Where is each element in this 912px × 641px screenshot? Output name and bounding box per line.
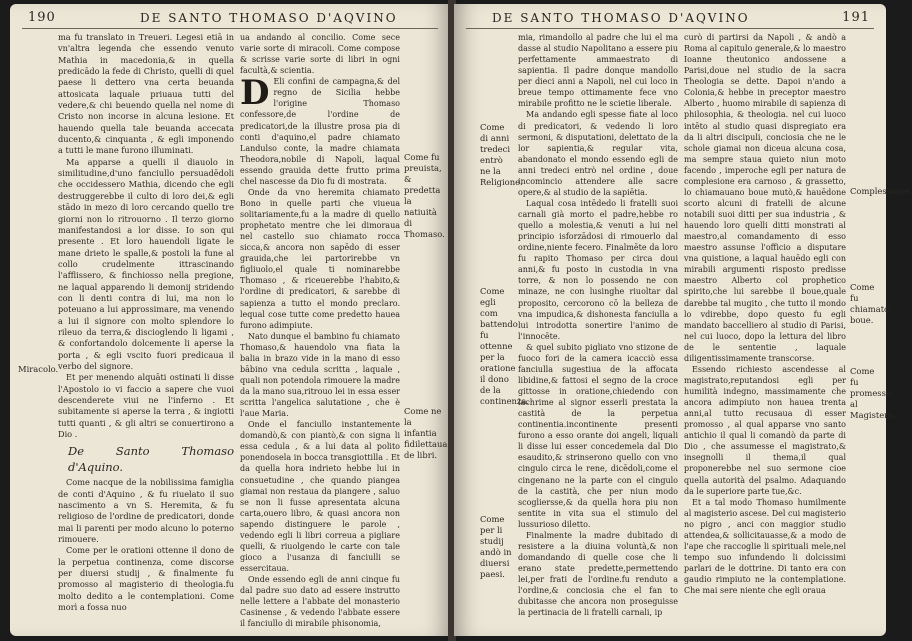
paragraph: Essendo richiesto ascendesse al magistrato,reputandosi egli per humilità indegno, massimamente che ancora adimpiuto non hauea trenta anni,al tutto recusaua di esser promosso , al qual apparse vno santo antichio il qual li comandò da parte di Dio , che assumesse el magistrato,& insegnolli il thema,il qual proponerebbe nel suo sermone cioe quella autorità del psalmo. Adaquando da le superiore parte tue,&c. xyxy=(684,364,846,496)
right-page xyxy=(454,4,912,636)
paragraph: ma fu translato in Treueri. Legesi etiā in vn'altra legenda che essendo venuto Mathia in macedonia,& in quella predicādo la fede di Christo, quelli di quel paese li dettero vna certa beuanda attosicata laquale priuaua tutti del vedere,& chi beuendo quella nel nome di Cristo non incorse in alcuna lesione. Et hauendo quella tale beuanda accecata ducento,& cinquanta , & egli imponendo a tutti le mane furono illuminati. xyxy=(58,32,234,156)
right-head-rule xyxy=(466,28,874,29)
drop-cap: D xyxy=(240,73,270,114)
paragraph: Eli confini de campagna,& del regno de Sicilia hebbe l'origine Thomaso confessore,de l'ordine de predicatori,de la illustre prosa pia di conti d'aquino,el padre chiamato Landulso conte, la madre chiamata Theodora,nobile di Napoli, laqual essendo grauida dette frutto prima chel nascesse da Dio fu di mostrata. xyxy=(240,77,400,186)
paragraph: Onde essendo egli de anni cinque fu dal padre suo dato ad essere instrutto nelle lettere a l'abbate del monasterio Casinense , & vedendo l'abbate essere il fanciullo di mirabile phisonomia, xyxy=(240,575,400,629)
right-running-head xyxy=(466,10,874,28)
margin-note: Complessione. xyxy=(850,186,912,196)
paragraph: Laqual cosa intēdedo li fratelli suoi carnali già morto el padre,hebbe ro quello a molestia,& venuti a lui nel principio isforzādosi di rimouerlo dal ordine,niente fecero. Finalmēte da loro fu rapito Thomaso per circa doui anni,& fu posto in custodia in vna torre, & non lo possendo ne con minaze, ne con lusinghe riuoltar dal proposito, cercorono cō la belleza de vna impudica,& dishonesta fanciulla a lui introdotta sonertire l'animo de l'innocēte. xyxy=(518,198,678,341)
right-running-title: DE SANTO THOMASO D'AQVINO xyxy=(492,11,750,25)
paragraph: & quel subito pigliato vno stizone de fuoco fori de la camera icacciò essa fanciulla sugestiua de la affocata libidine,& fattosi el segno de la croce gittosse in oratione,chiedendo con lachrime al signor esserli prestata la castità de la perpetua continentia.incontinente presenti furono a esso orante doi angeli, liquali li disse lui esser concedemela dal Dio esaudito,& strinserono quello con vno cingulo circa le rene, dicēdoli,come el cingenano ne la parte con el cingulo de la castità, che per niun modo scogliersse,& da quella hora piu non sentite in vita sua el stimulo del lussurioso diletto. xyxy=(518,342,678,529)
open-book xyxy=(10,0,912,641)
paragraph: Nato dunque el bambino fu chiamato Thomaso,& hauendolo vna fiata la balia in brazo vide in la mano di esso bābino vna cedula scritta , laquale , quali non potendola rimouere la madre da la mano sua,ritrouo lei in essa esser scritta l'angelica salutatione , che è l'aue Maria. xyxy=(240,331,400,419)
paragraph: Ma apparse a quelli il diauolo in similitudine,d'uno fanciullo persuadēdoli che occidessero Mathia, dicendo che egli destruggerebbe il culto di loro dei,& egli stādo in mezo di loro cercando quello tre giorni non lo ritrouorno . Il terzo giorno manifestandosi a lor disse. Io son qui presente . Et loro hauendoli ligate le mane drieto le spalle,& postoli la fune al collo crudelmente ittrascinando l'afflissero, & finchiosso nella pregione, ne laqual apparendo li demonij stridendo con li denti contra di lui, ma non lo poteuano a lui approssimare, ma venendo a lui il signore con molto splendore lo rileuo da terra,& discioglendo li ligami , & confortandolo dolcemente li aperse la porta , & egli vscito fuori predicaua il verbo del signore. xyxy=(58,156,234,371)
margin-note: Come ne la infantia fidilettaua de libri. xyxy=(404,406,448,460)
paragraph: Ma andando egli spesse fiate al loco di predicatori, & vedendo li loro sermoni, & disputationi, delettato de la lor sapientia,& regular vita, abandonato el mondo essendo egli de anni tredeci entrò nel ordine , doue incomincio attendere alle sacre opere,& al studio de la sapiētia. xyxy=(518,110,678,197)
margin-note: Come egli com battendo fu ottenne per la oratione il dono de la continenza. xyxy=(480,286,529,406)
paragraph: Et a tal modo Thomaso humilmente al magisterio ascese. Del cui magisterio no pigro , anci con maggior studio attendea,& sollicitauasse,& a modo de l'ape che raccoglie li spirituali mele,nel tempo suo infundendo li dolcissimi parlari de le dottrine. Di tanto era con gaudio rimpiuto ne la contemplatione. Che mai sere niente che egli oraua xyxy=(684,497,846,596)
section-title: De Santo Thomaso d'Aquino. xyxy=(68,444,234,475)
left-column-2 xyxy=(240,32,400,629)
left-page-number: 190 xyxy=(28,10,56,25)
right-column-1 xyxy=(518,32,678,618)
left-column-1 xyxy=(58,32,234,614)
paragraph: Onde da vno heremita chiamato Bono in quelle parti che viueua solitariamente,fu a la madre di quello prophetato mentre che lei dimoraua nel castello suo chiamato rocca sicca,& ancora non sapēdo di esser grauida,che lei partorirebbe vn figliuolo,el quale ti nominarebbe Thomaso , & riceuerebbe l'habito,& l'ordine di predicatori, & sarebbe di sapienza a tutto el mondo preclaro. lequal cose tutte come predetto hauea furono adimpiute. xyxy=(240,187,400,330)
margin-note: Come fu preuista, & predetta la natiuità di Thomaso. xyxy=(404,152,445,239)
margin-note: Come fu promesso al Magistero. xyxy=(850,366,896,420)
paragraph: curò di partirsi da Napoli , & andò a Roma al capitulo generale,& lo maestro Ioanne theutonico andossene a Parisi,doue nel studio de la sacra Theologia se dette. Dapoi n'ando a Colonia,& hebbe in preceptor maestro Alberto , huomo mirabile di sapienza di philosophia, & theologia. nel cui luoco intēto al studio quasi dispregiato era da li altri discipuli, conciosia che ne le schole giamai non diceua alcuna cosa, ma sempre staua quieto niun moto facendo , imperoche egli per natura de complesione era carnoso , & grassetto, lo chiamauano boue mutò,& hauēdone scorto alcuni di fratelli de alcune notabili suoi ditti per sua industria , & hauendo loro quelli ditti monstrati al maestro,al comandamento di esso maestro assunse l'officio a disputare vna quistione, a laqual hauēdo egli con mirabili argumenti risposto predisse maestro Alberto col prophetico spirito,che lui sarebbe il boue,quale darebbe tal mugito , che tutto il mondo lo vdirebbe, dopo questo fu egli mandato baccelliero al studio di Parisi, nel cui luoco, dopo la lettura del libro de le sententie , laquale diligentissimamente transcorse. xyxy=(684,33,846,363)
left-page xyxy=(10,4,450,636)
left-running-head xyxy=(22,10,438,28)
left-head-rule xyxy=(22,28,438,29)
paragraph: Come per le orationi ottenne il dono de la perpetua continenza, come discorse per diuersi studij , & finalmente fu promosso al magisterio di theologia.fu molto dedito a le contemplationi. Come morì a fossa nuo xyxy=(58,545,234,613)
margin-note: Come per li studij andò in diuersi paesi. xyxy=(480,514,512,579)
paragraph: Finalmente la madre dubitado di resistere a la diuina voluntà,& non domandando di quelle cose che li erano state predette,permettendo lei,per frati de l'ordine.fu renduto a l'ordine,& conciosia che el fan to dubitasse che ancora non proseguisse la pertinacia de li fratelli carnali, ip xyxy=(518,530,678,618)
left-running-title: DE SANTO THOMASO D'AQVINO xyxy=(140,11,398,25)
right-page-number: 191 xyxy=(842,10,870,25)
paragraph: mia, rimandollo al padre che lui el ma dasse al studio Napolitano a essere piu perfettamente ammaestrato di sapientia. Il padre donque mandollo per dieci anni a Napoli, nel cui loco in breue tempo ottimamente fece vno mirabile profitto ne le scietie liberale. xyxy=(518,33,678,109)
margin-note: Come di anni tredeci entrò ne la Religione. xyxy=(480,122,523,187)
paragraph: Come nacque de la nobilissima famiglia de conti d'Aquino , & fu riuelato il suo nascimento a vn S. Heremita, & fu religioso de l'ordine de predicatori, donde mai li parenti per modo alcuno lo poterno rimouere. xyxy=(58,477,234,545)
paragraph: Onde el fanciullo instantemente domandò,& con piantò,& con signa li essa cedula , & a lui data al polito ponendosela in bocca transgiottilla . Et da quella hora indrieto hebbe lui in consuetudine , che quando piangea giamai non restaua da piangere , saluo se non li fusse apresentata alcuna carta,ouero libro, & quasi ancora non sapendo distinguere le parole , vedendo egli li libri correua a pigliare quelli, & riuolgendo le carte con tale gioco a l'usanza di fanciulli se essercitaua. xyxy=(240,420,400,573)
paragraph: Et per menendo alquāti ostinati li disse l'Apostolo io vi faccio a sapere che vuoi descenderete viui ne l'inferno . Et subitamente si aperse la terra , & ingiotti tutti quanti , & gli altri se conuertirono a Dio . xyxy=(58,372,234,440)
margin-note: Miracolo. xyxy=(18,364,59,374)
margin-note: Come fu chiamato boue. xyxy=(850,282,890,325)
right-column-2 xyxy=(684,32,846,596)
paragraph: ua andando al concilio. Come sece varie sorte di miracoli. Come compose & scrisse varie sorte di libri in ogni facultà,& scientia. xyxy=(240,33,400,76)
